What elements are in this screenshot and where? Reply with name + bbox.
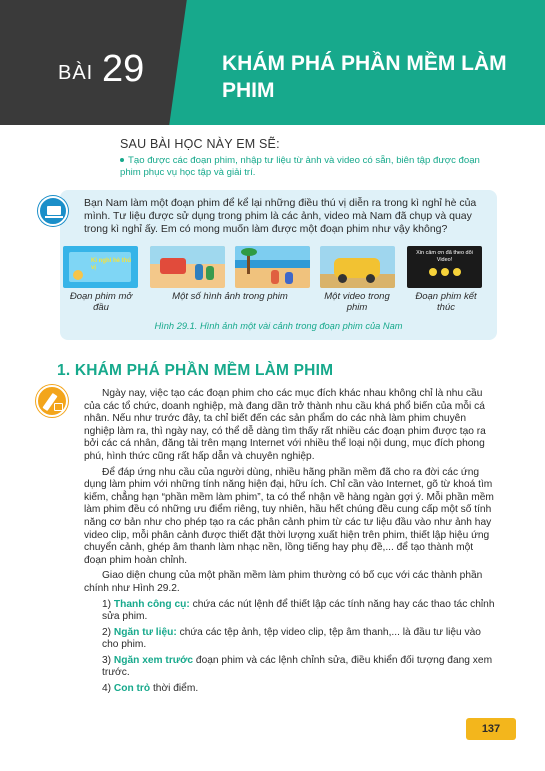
- palm-leaves: [241, 248, 257, 256]
- paper-shape: [54, 403, 63, 411]
- list-item-text: thời điểm.: [152, 683, 199, 695]
- person-shape: [195, 264, 203, 280]
- goals-item: [120, 155, 500, 179]
- caption-video: Một video trong phim: [324, 291, 390, 313]
- thumb-image-2: [235, 246, 310, 288]
- caption-ending: Đoạn phim kết thúc: [415, 291, 477, 313]
- list-item-term: Ngăn tư liệu:: [113, 626, 177, 638]
- paragraph-1: Ngày nay, việc tạo các đoạn phim cho các mục đích khác nhau không chỉ là nhu cầu của các tổ chức, doanh nghiệp, mà đang dần trở thành nhu cầu khá phổ biến của mỗi cá nhân. Nếu như trước đây, ta chỉ biết đến các sản phẩm do các nhà làm phim chuyên nghiệp làm ra, thì ngày nay, có thể dễ dàng tìm thấy rất nhiều các đoạn phim được tạo ra bởi các cá nhân, đăng tải trên mạng Internet với nhiều thể loại nội dung, mục đích phong phú, hình thức cũng rất hấp dẫn và chuyên nghiệp.: [84, 388, 486, 462]
- list-item-num: 1): [102, 598, 112, 610]
- list-item-text: chứa các nút lệnh để thiết lập các tính năng hay các thao tác chỉnh sửa phim.: [102, 598, 495, 623]
- computer-icon: [38, 196, 68, 226]
- lesson-title: KHÁM PHÁ PHẦN MỀM LÀM PHIM: [222, 52, 507, 102]
- list-item: [84, 655, 497, 680]
- wheel-shape: [338, 274, 347, 283]
- lesson-label: BÀI: [58, 62, 94, 84]
- paragraph-2: Để đáp ứng nhu cầu của người dùng, nhiều hãng phần mềm đã cho ra đời các ứng dụng làm phim với những tính năng hiện đại, hữu ích. Chỉ cần vào Internet, gõ từ khoá tìm kiếm, chẳng hạn “phần mềm làm phim”, ta có thể nhận về hàng ngàn gợi ý. Mỗi phần mềm làm phim đều có những ưu điểm riêng, tuy nhiên, hầu hết chúng đều cung cấp một số tính năng cơ bản như cho phép tạo ra các phân cảnh phim từ các tư liệu đầu vào như ảnh hay video clip, mỗi phân cảnh được thiết đặt thời lượng xuất hiện trên phim, thiết lập hiệu ứng chuyển cảnh, ghép âm thanh làm nhạc nền, lồng tiếng hay phụ đề,... để tạo thành một đoạn phim hoàn chỉnh.: [84, 466, 494, 566]
- screen-shape: [47, 206, 61, 215]
- list-item: [84, 683, 497, 696]
- list-item-num: 3): [102, 654, 112, 666]
- page-number: 137: [466, 718, 516, 740]
- list-item-num: 4): [102, 683, 112, 695]
- pencil-icon: [36, 385, 68, 417]
- list-item-text: chứa các tệp ảnh, tệp video clip, tệp âm thanh,... là đầu tư liệu vào cho phim.: [102, 626, 481, 651]
- person-shape: [285, 272, 293, 284]
- person-shape: [271, 270, 279, 284]
- thumb-ending-clip: [407, 246, 482, 288]
- emoji-icon: [429, 268, 437, 276]
- bus-shape: [160, 258, 186, 274]
- base-shape: [45, 216, 63, 218]
- list-item-term: Thanh công cụ:: [113, 598, 190, 610]
- bullet-icon: [120, 158, 124, 162]
- list-item: [84, 627, 497, 652]
- figure-caption: Hình 29.1. Hình ảnh một vài cảnh trong đoạn phim của Nam: [154, 321, 403, 331]
- caption-opening: Đoạn phim mở đầu: [69, 291, 133, 313]
- thumb-ending-text: Xin cảm ơn đã theo dõi Video!: [416, 250, 473, 263]
- emoji-icon: [453, 268, 461, 276]
- thumb-video: [320, 246, 395, 288]
- intro-text: Bạn Nam làm một đoạn phim để kể lại những điều thú vị diễn ra trong kì nghỉ hè của mình. Tư liệu được sử dụng trong phim là các ảnh, video mà Nam đã chụp và quay trong kì nghỉ ấy. Em có mong muốn làm được một đoạn phim như vậy không?: [84, 197, 477, 236]
- list-item-term: Con trỏ: [113, 683, 151, 695]
- list-item-text: đoạn phim và các lệnh chỉnh sửa, điều khiển đối tượng đang xem trước.: [102, 654, 493, 679]
- person-shape: [206, 266, 214, 280]
- thumb-opening-title: Kì nghỉ hè thú vị: [91, 258, 131, 271]
- goals-item-text: Tạo được các đoạn phim, nhập tư liệu từ ảnh và video có sẵn, biên tập được đoạn phim phục vụ học tập và giải trí.: [120, 155, 480, 178]
- thumb-image-1: [150, 246, 225, 288]
- section-body: [84, 388, 497, 699]
- section-title: 1. KHÁM PHÁ PHẦN MỀM LÀM PHIM: [57, 362, 334, 379]
- list-item-num: 2): [102, 626, 112, 638]
- goals-heading: SAU BÀI HỌC NÀY EM SẼ:: [120, 137, 280, 151]
- header-dark-panel: [0, 0, 195, 125]
- thumb-opening-clip: [63, 246, 138, 288]
- lesson-number: 29: [102, 48, 145, 90]
- list-item-term: Ngăn xem trước: [113, 654, 194, 666]
- sun-icon: [73, 270, 83, 280]
- caption-images: Một số hình ảnh trong phim: [172, 291, 288, 302]
- wheel-shape: [366, 274, 375, 283]
- list-item: [84, 599, 497, 624]
- emoji-icon: [441, 268, 449, 276]
- paragraph-3: Giao diện chung của một phần mềm làm phim thường có bố cục với các thành phần chính như Hình 29.2.: [84, 570, 483, 594]
